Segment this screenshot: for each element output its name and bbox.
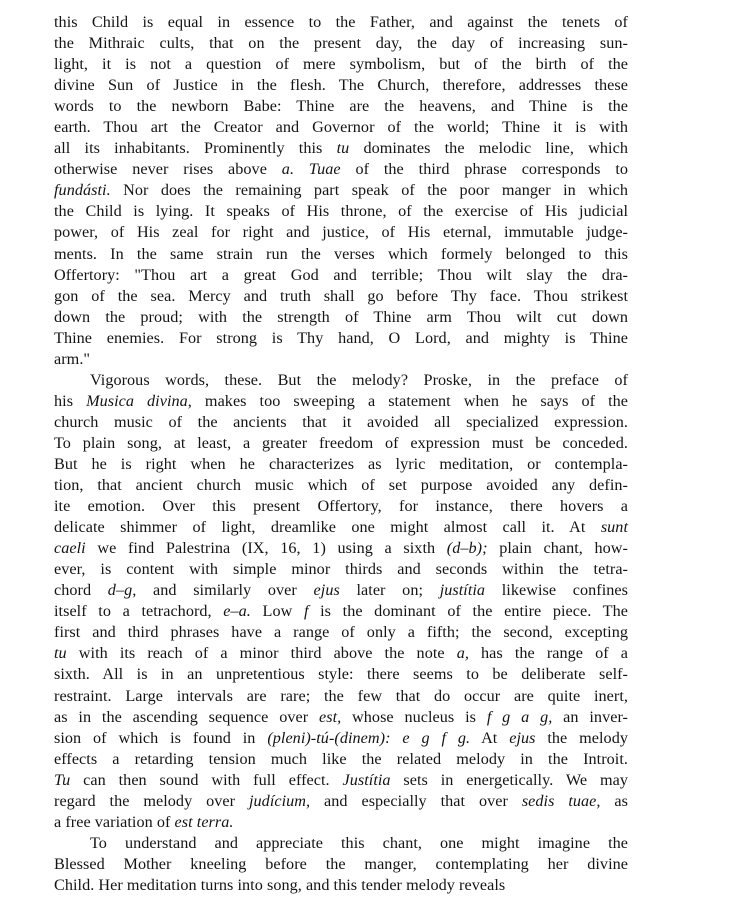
italic-term: sunt	[600, 518, 628, 537]
text-line: Offertory: "Thou art a great God and terrible; Thou wilt slay the dra-	[54, 265, 628, 284]
text-line: his Musica divina, makes too sweeping a statement when he says of the	[54, 391, 629, 410]
italic-term: e–a.	[223, 602, 251, 621]
text-line: ever, is content with simple minor thirds and seconds within the tetra-	[54, 560, 628, 579]
text-line: tu with its reach of a minor third above the note a, has the range of a	[54, 644, 629, 663]
text-line: Child. Her meditation turns into song, and this tender melody reveals	[54, 875, 506, 894]
text-line: delicate shimmer of light, dreamlike one might almost call it. At sunt	[54, 518, 628, 537]
text-line: down the proud; with the strength of Thine arm Thou wilt cut down	[54, 307, 628, 326]
text-line: arm."	[54, 349, 91, 368]
text-line: divine Sun of Justice in the flesh. The Church, therefore, addresses these	[54, 76, 628, 95]
text-line: But he is right when he characterizes as lyric meditation, or contempla-	[54, 454, 628, 473]
paragraph	[54, 833, 628, 896]
text-line: sion of which is found in (pleni)-tú-(dinem): e g f g. At ejus the melody	[54, 728, 628, 747]
body-text	[54, 12, 628, 896]
paragraph	[54, 370, 628, 833]
text-line: church music of the ancients that it avoided all specialized expression.	[54, 412, 628, 431]
text-line: fundásti. Nor does the remaining part speak of the poor manger in which	[54, 181, 628, 200]
text-line: Tu can then sound with full effect. Justítia sets in energetically. We may	[54, 770, 628, 789]
text-line: this Child is equal in essence to the Father, and against the tenets of	[54, 13, 628, 31]
italic-term: e g f g.	[402, 728, 471, 747]
italic-term: ejus	[313, 581, 340, 600]
text-line: as in the ascending sequence over est, whose nucleus is f g a g, an inver-	[54, 707, 629, 726]
text-line: regard the melody over judícium, and especially that over sedis tuae, as	[54, 791, 628, 810]
italic-term: a.	[281, 160, 295, 179]
text-line: earth. Thou art the Creator and Governor of the world; Thine it is with	[54, 118, 628, 137]
text-line: Vigorous words, these. But the melody? Proske, in the preface of	[90, 370, 628, 389]
italic-term: Musica divina,	[86, 391, 192, 410]
text-line: sixth. All is in an unpretentious style: there seems to be deliberate self-	[54, 665, 628, 684]
text-line: a free variation of est terra.	[54, 812, 234, 831]
italic-term: (pleni)-tú-(dinem):	[267, 728, 391, 747]
text-line: To understand and appreciate this chant, one might imagine the	[90, 833, 628, 852]
italic-term: Tu	[54, 770, 71, 789]
italic-term: d–g,	[107, 581, 137, 600]
italic-term: sedis tuae,	[521, 791, 601, 810]
text-line: tion, that ancient church music which of set purpose avoided any defin-	[54, 476, 628, 495]
text-line: chord d–g, and similarly over ejus later on; justítia likewise confines	[54, 581, 628, 600]
italic-term: tu	[54, 644, 67, 663]
italic-term: Tuae	[308, 160, 341, 179]
text-line: words to the newborn Babe: Thine are the heavens, and Thine is the	[54, 97, 628, 116]
text-line: gon of the sea. Mercy and truth shall go before Thy face. Thou strikest	[54, 286, 628, 305]
text-line: effects a retarding tension much like the related melody in the Introit.	[54, 749, 628, 768]
document-page	[54, 12, 628, 896]
italic-term: f g a g,	[486, 707, 553, 726]
italic-term: justítia	[439, 581, 486, 600]
text-line: the Child is lying. It speaks of His throne, of the exercise of His judicial	[54, 202, 628, 221]
text-line: all its inhabitants. Prominently this tu dominates the melodic line, which	[54, 139, 628, 158]
italic-term: caeli	[54, 539, 86, 558]
text-line: Blessed Mother kneeling before the manger, contemplating her divine	[54, 854, 628, 873]
italic-term: est,	[318, 707, 342, 726]
text-line: caeli we find Palestrina (IX, 16, 1) using a sixth (d–b); plain chant, how-	[54, 539, 628, 558]
text-line: To plain song, at least, a greater freedom of expression must be conceded.	[54, 433, 628, 452]
italic-term: (d–b);	[446, 539, 488, 558]
italic-term: fundásti.	[54, 181, 111, 200]
text-line: ments. In the same strain run the verses which formely belonged to this	[54, 244, 628, 263]
italic-term: est terra.	[174, 812, 234, 831]
italic-term: f	[303, 602, 309, 621]
text-line: itself to a tetrachord, e–a. Low f is the dominant of the entire piece. The	[54, 602, 628, 621]
text-line: power, of His zeal for right and justice, of His eternal, immutable judge-	[54, 223, 628, 242]
text-line: first and third phrases have a range of only a fifth; the second, excepting	[54, 623, 628, 642]
text-line: Thine enemies. For strong is Thy hand, O Lord, and mighty is Thine	[54, 328, 628, 347]
italic-term: ejus	[509, 728, 536, 747]
text-line: ite emotion. Over this present Offertory, for instance, there hovers a	[54, 497, 628, 516]
text-line: the Mithraic cults, that on the present day, the day of increasing sun-	[54, 34, 628, 53]
italic-term: judícium,	[248, 791, 311, 810]
text-line: light, it is not a question of mere symbolism, but of the birth of the	[54, 55, 628, 74]
paragraph	[54, 12, 628, 370]
text-line: otherwise never rises above a. Tuae of the third phrase corresponds to	[54, 160, 629, 179]
italic-term: a,	[456, 644, 469, 663]
italic-term: Justítia	[342, 770, 391, 789]
text-line: restraint. Large intervals are rare; the few that do occur are quite inert,	[54, 686, 628, 705]
italic-term: tu	[336, 139, 350, 158]
